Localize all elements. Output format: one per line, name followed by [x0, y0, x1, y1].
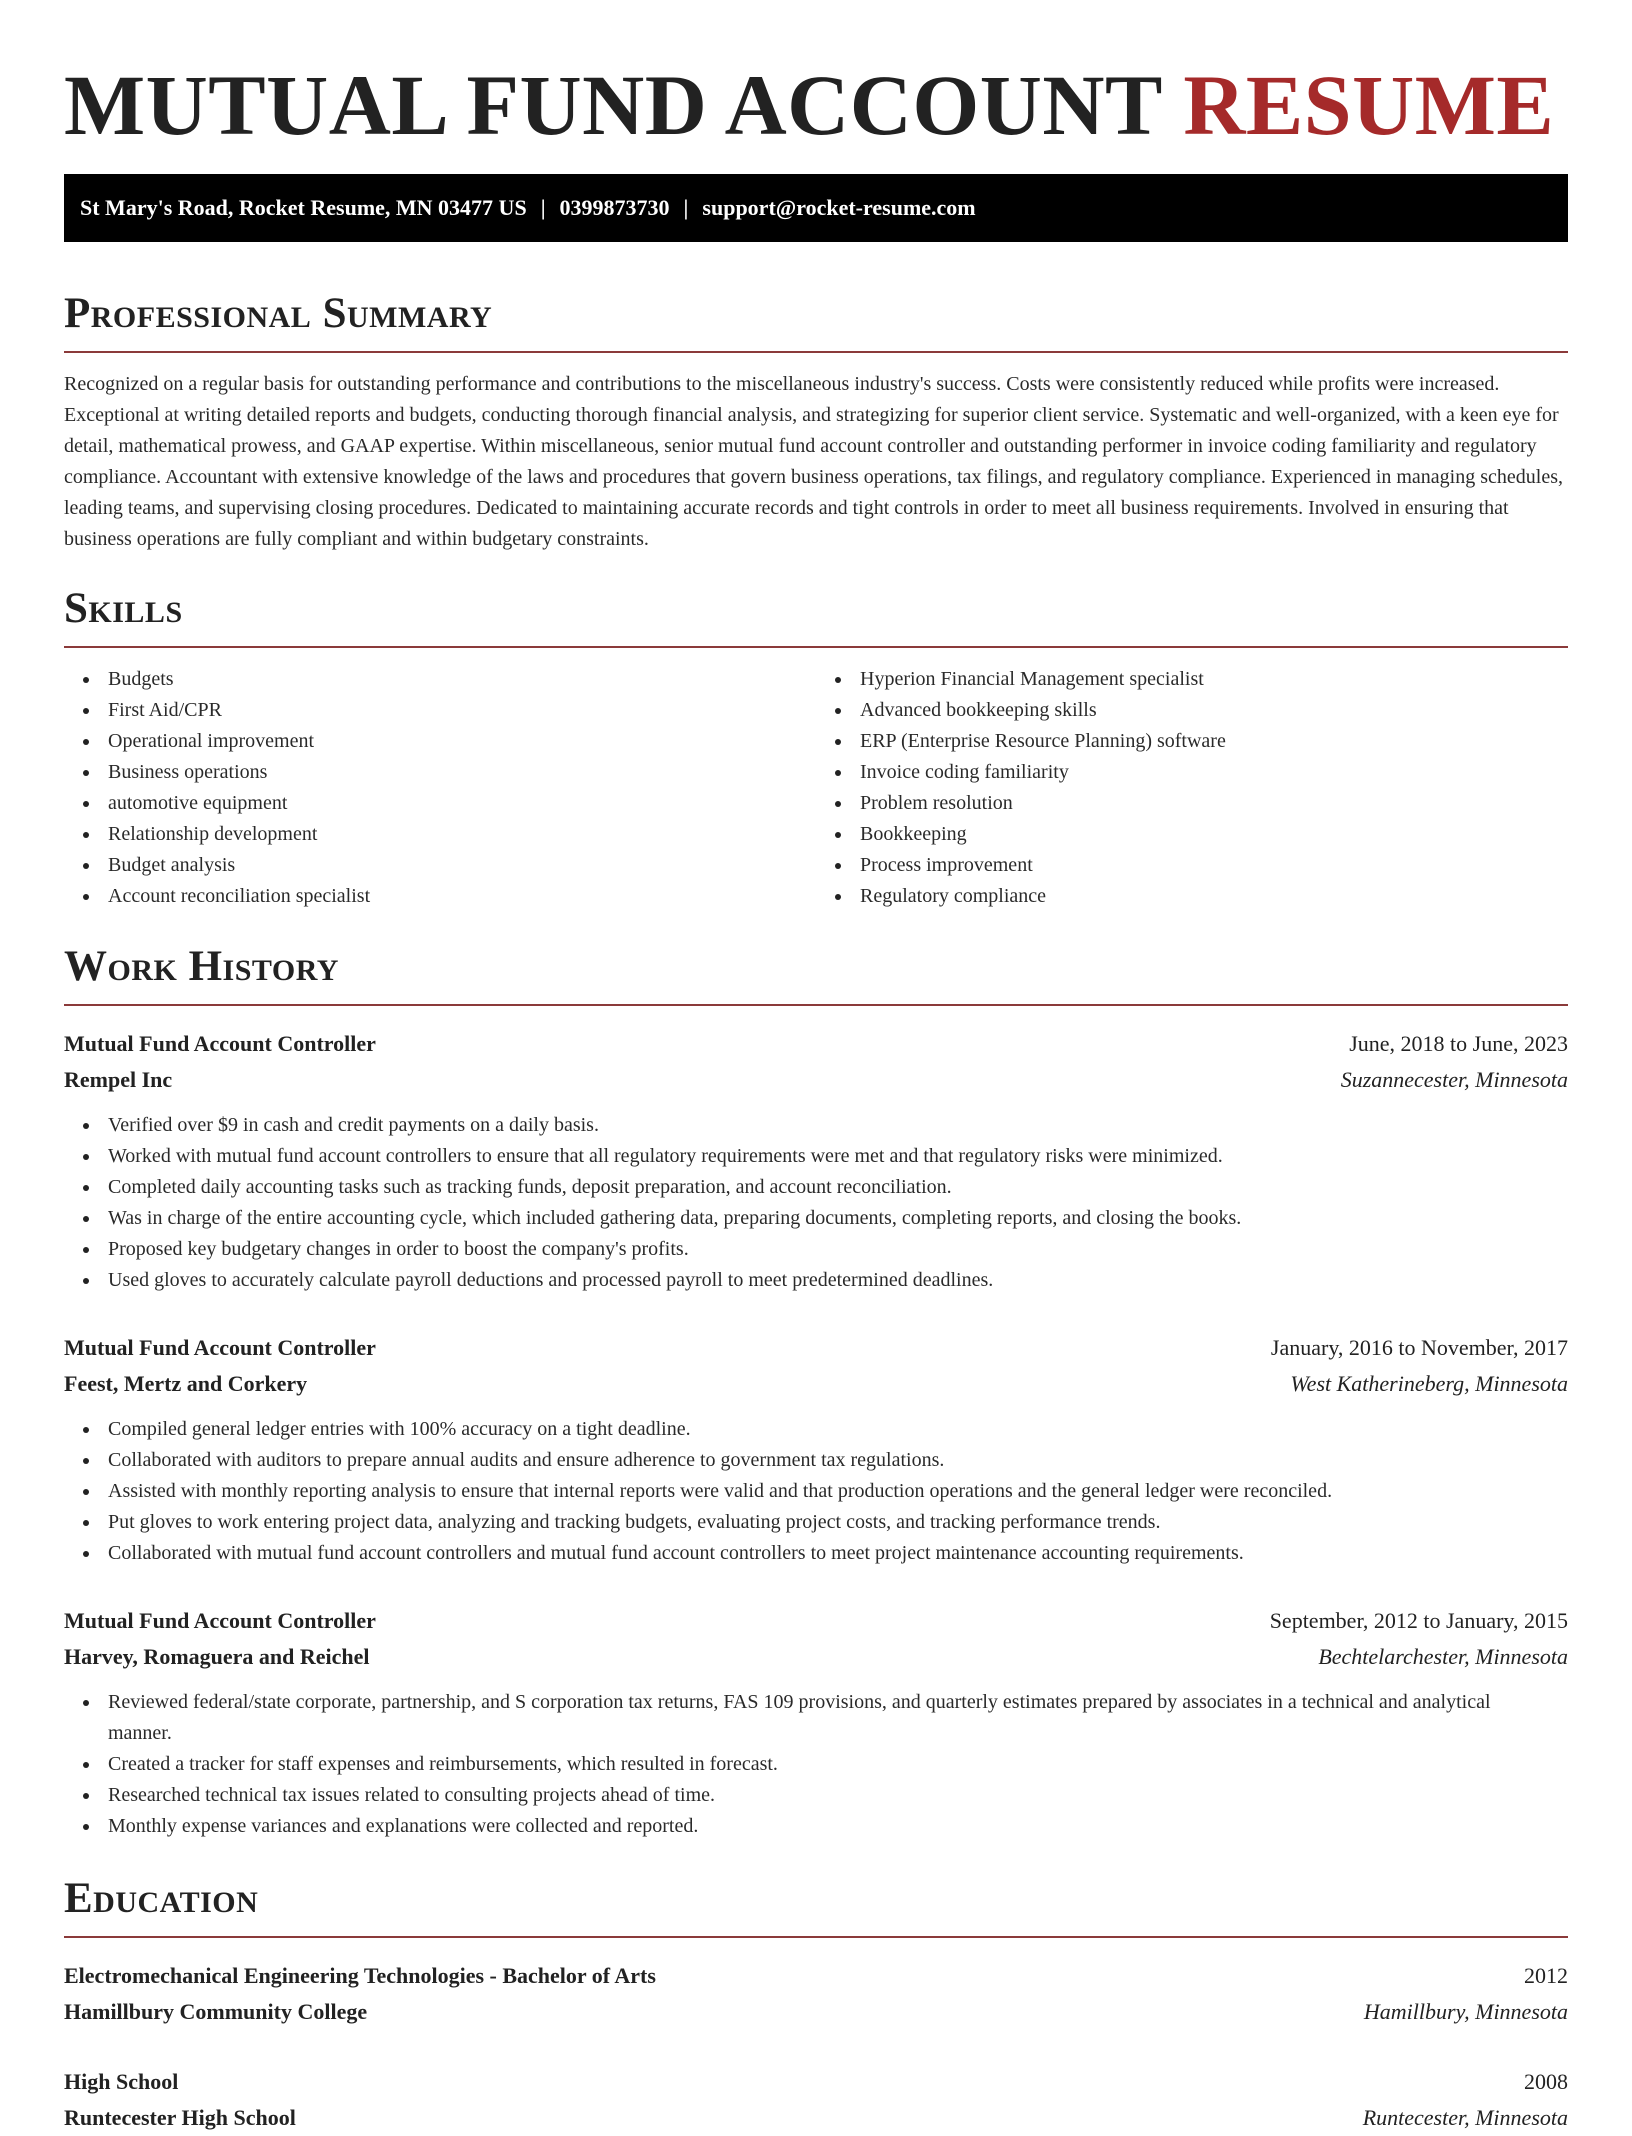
skills-list-left [64, 664, 816, 912]
skills-columns [64, 664, 1568, 912]
section-title-education: Education [64, 1875, 259, 1922]
job-title: Mutual Fund Account Controller [64, 1335, 376, 1360]
job-bullets [64, 1110, 1568, 1296]
contact-email[interactable]: support@rocket-resume.com [702, 195, 976, 220]
section-divider [64, 351, 1568, 353]
summary-section [64, 287, 1568, 555]
job-bullet: Completed daily accounting tasks such as tracking funds, deposit preparation, and account reconciliation. [108, 1172, 1568, 1203]
job-dates: September, 2012 to January, 2015 [1269, 1608, 1568, 1633]
job-bullet: Monthly expense variances and explanations were collected and reported. [108, 1811, 1568, 1842]
section-divider [64, 646, 1568, 648]
education-section [64, 1872, 1568, 2136]
job-title: Mutual Fund Account Controller [64, 1031, 376, 1056]
job-bullet: Collaborated with auditors to prepare annual audits and ensure adherence to government tax regulations. [108, 1445, 1568, 1476]
job-bullet: Researched technical tax issues related to consulting projects ahead of time. [108, 1780, 1568, 1811]
job-location: West Katherineberg, Minnesota [1290, 1371, 1568, 1396]
skill-item: Regulatory compliance [860, 881, 1568, 912]
education-location: Runtecester, Minnesota [1362, 2105, 1568, 2130]
job-bullet: Reviewed federal/state corporate, partnership, and S corporation tax returns, FAS 109 provisions, and quarterly estimates prepared by associates in a technical and analytical manner. [108, 1687, 1568, 1749]
skill-item: Bookkeeping [860, 819, 1568, 850]
job-bullets [64, 1687, 1568, 1842]
education-degree: High School [64, 2069, 179, 2094]
title-main: MUTUAL FUND ACCOUNT [64, 57, 1184, 153]
job-bullet: Verified over $9 in cash and credit payments on a daily basis. [108, 1110, 1568, 1141]
skill-item: Process improvement [860, 850, 1568, 881]
job-company: Harvey, Romaguera and Reichel [64, 1644, 370, 1669]
education-school: Hamillbury Community College [64, 1999, 368, 2024]
job-bullets [64, 1414, 1568, 1569]
job-location: Suzannecester, Minnesota [1340, 1067, 1568, 1092]
education-entry [64, 2064, 1568, 2136]
job-dates: January, 2016 to November, 2017 [1270, 1335, 1568, 1360]
job-bullet: Put gloves to work entering project data, analyzing and tracking budgets, evaluating project costs, and tracking performance trends. [108, 1507, 1568, 1538]
contact-address: St Mary's Road, Rocket Resume, MN 03477 US [80, 195, 527, 220]
skill-item: Relationship development [108, 819, 816, 850]
section-title-work-history: Work History [64, 943, 339, 990]
job-entry [64, 1330, 1568, 1569]
skill-item: Budget analysis [108, 850, 816, 881]
resume-title [64, 55, 1568, 155]
summary-text: Recognized on a regular basis for outstanding performance and contributions to the miscellaneous industry's success. Costs were consistently reduced while profits were increased. Exceptional at writing detailed reports and budgets, conducting thorough financial analysis, and strategizing for superior client service. Systematic and well-organized, with a keen eye for detail, mathematical prowess, and GAAP expertise. Within miscellaneous, senior mutual fund account controller and outstanding performer in invoice coding familiarity and regulatory compliance. Accountant with extensive knowledge of the laws and procedures that govern business operations, tax filings, and regulatory compliance. Experienced in managing schedules, leading teams, and supervising closing procedures. Dedicated to maintaining accurate records and tight controls in order to meet all business requirements. Involved in ensuring that business operations are fully compliant and within budgetary constraints. [64, 373, 1563, 550]
job-title: Mutual Fund Account Controller [64, 1608, 376, 1633]
work-history-section [64, 940, 1568, 1842]
skill-item: Account reconciliation specialist [108, 881, 816, 912]
section-title-summary: Professional Summary [64, 290, 493, 337]
skill-item: Invoice coding familiarity [860, 757, 1568, 788]
skills-section [64, 582, 1568, 912]
skill-item: ERP (Enterprise Resource Planning) software [860, 726, 1568, 757]
job-company: Rempel Inc [64, 1067, 173, 1092]
education-entry [64, 1958, 1568, 2030]
job-bullet: Worked with mutual fund account controllers to ensure that all regulatory requirements were met and that regulatory risks were minimized. [108, 1141, 1568, 1172]
education-location: Hamillbury, Minnesota [1363, 1999, 1568, 2024]
job-bullet: Was in charge of the entire accounting cycle, which included gathering data, preparing documents, completing reports, and closing the books. [108, 1203, 1568, 1234]
skill-item: automotive equipment [108, 788, 816, 819]
skill-item: Business operations [108, 757, 816, 788]
job-bullet: Assisted with monthly reporting analysis to ensure that internal reports were valid and that production operations and the general ledger were reconciled. [108, 1476, 1568, 1507]
skill-item: Hyperion Financial Management specialist [860, 664, 1568, 695]
contact-bar [64, 174, 1568, 242]
education-year: 2012 [1524, 1963, 1568, 1988]
contact-phone[interactable]: 0399873730 [559, 195, 670, 220]
job-location: Bechtelarchester, Minnesota [1318, 1644, 1568, 1669]
skills-list-right [816, 664, 1568, 912]
section-divider [64, 1936, 1568, 1938]
section-title-skills: Skills [64, 585, 183, 632]
job-company: Feest, Mertz and Corkery [64, 1371, 308, 1396]
job-bullet: Created a tracker for staff expenses and reimbursements, which resulted in forecast. [108, 1749, 1568, 1780]
education-school: Runtecester High School [64, 2105, 296, 2130]
job-bullet: Collaborated with mutual fund account controllers and mutual fund account controllers to meet project maintenance accounting requirements. [108, 1538, 1568, 1569]
skill-item: Budgets [108, 664, 816, 695]
contact-separator: | [683, 195, 689, 220]
skill-item: First Aid/CPR [108, 695, 816, 726]
contact-separator: | [540, 195, 546, 220]
job-bullet: Used gloves to accurately calculate payroll deductions and processed payroll to meet predetermined deadlines. [108, 1265, 1568, 1296]
skill-item: Advanced bookkeeping skills [860, 695, 1568, 726]
section-divider [64, 1004, 1568, 1006]
education-degree: Electromechanical Engineering Technologies - Bachelor of Arts [64, 1963, 656, 1988]
job-dates: June, 2018 to June, 2023 [1349, 1031, 1568, 1056]
resume-page [64, 0, 1568, 2136]
title-accent: RESUME [1183, 57, 1555, 153]
skill-item: Problem resolution [860, 788, 1568, 819]
job-entry [64, 1026, 1568, 1296]
job-bullet: Compiled general ledger entries with 100% accuracy on a tight deadline. [108, 1414, 1568, 1445]
job-entry [64, 1603, 1568, 1842]
job-bullet: Proposed key budgetary changes in order to boost the company's profits. [108, 1234, 1568, 1265]
education-year: 2008 [1524, 2069, 1568, 2094]
skill-item: Operational improvement [108, 726, 816, 757]
